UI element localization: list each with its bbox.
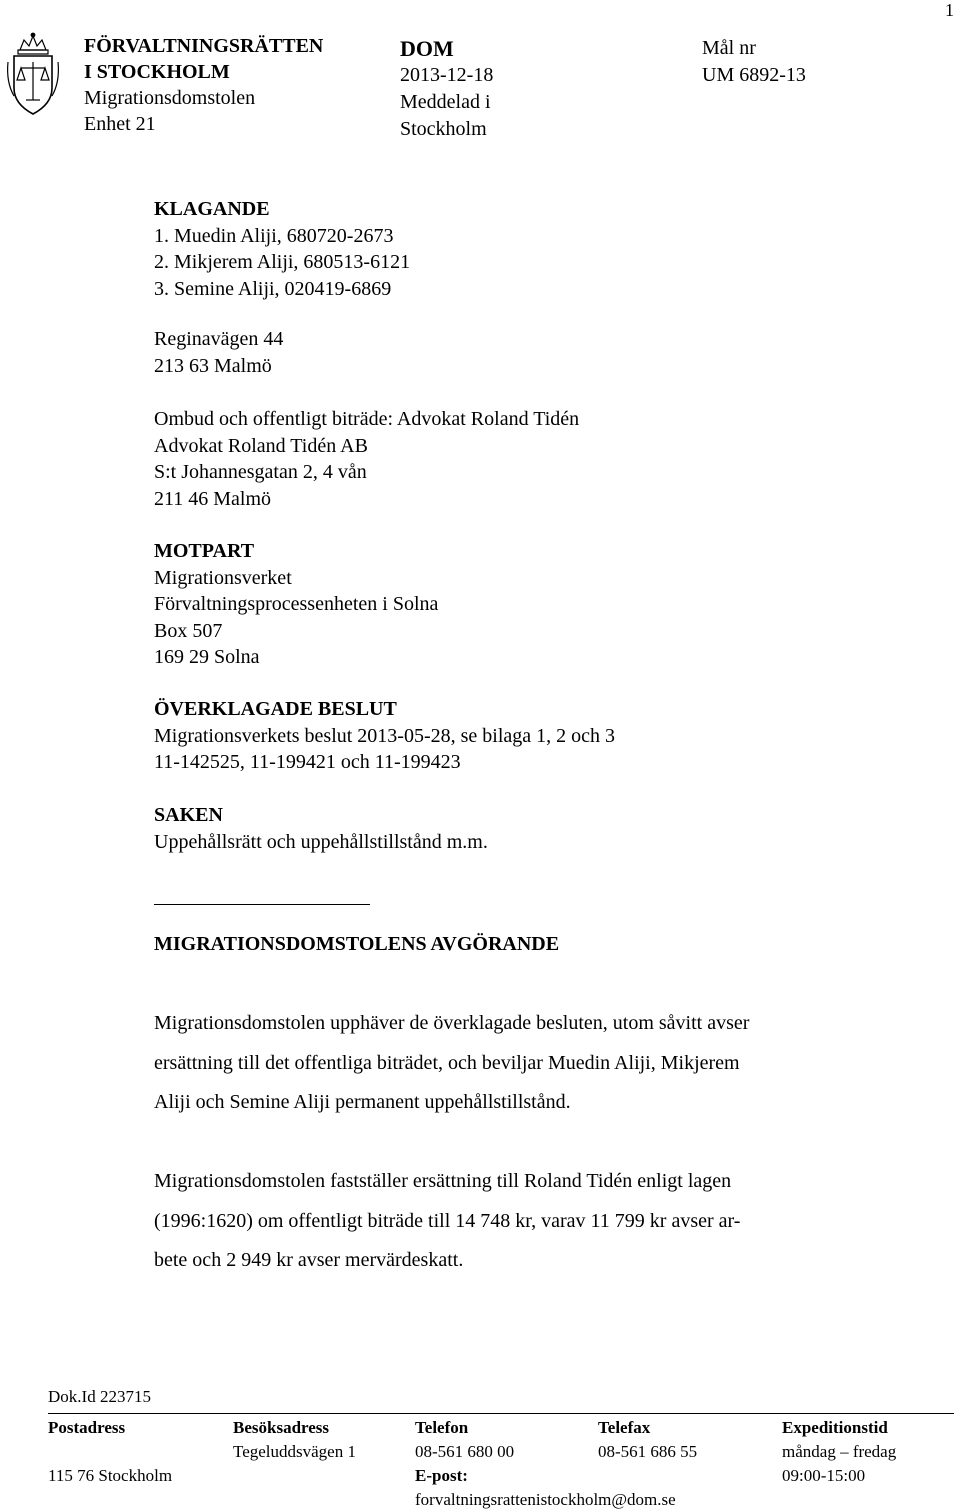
case-number: UM 6892-13 [702,64,806,86]
footer-visiting-address [233,1416,356,1464]
address-street: Reginavägen 44 [154,328,284,350]
respondent-line-4: 169 29 Solna [154,646,260,668]
fax-value: 08-561 686 55 [598,1442,698,1461]
office-hours-days: måndag – fredag [782,1442,897,1461]
respondent-section [154,538,438,671]
phone-value: 08-561 680 00 [415,1442,515,1461]
appellant-2: 2. Mikjerem Aliji, 680513-6121 [154,251,411,273]
respondent-line-2: Förvaltningsprocessenheten i Solna [154,593,439,615]
office-hours-time: 09:00-15:00 [782,1466,866,1485]
royal-crest-icon [4,32,62,120]
ruling-paragraph-2 [154,1162,854,1281]
ruling-p1-line-1: Migrationsdomstolen upphäver de överklagade besluten, utom såvitt avser [154,1012,750,1034]
appellants-section [154,196,410,302]
footer-office-hours [782,1416,896,1488]
email-link[interactable]: forvaltningsrattenistockholm@dom.se [415,1490,676,1509]
case-number-label: Mål nr [702,37,756,59]
counsel-section [154,406,579,512]
counsel-line-3: S:t Johannesgatan 2, 4 vån [154,461,367,483]
appealed-decision-section [154,696,615,776]
appealed-decision-line-1: Migrationsverkets beslut 2013-05-28, se bilaga 1, 2 och 3 [154,724,616,747]
appellants-heading: KLAGANDE [154,198,270,220]
case-number-block [702,35,806,89]
visiting-address-value: Tegeluddsvägen 1 [233,1442,356,1461]
postal-address-value: 115 76 Stockholm [48,1466,173,1485]
respondent-line-1: Migrationsverket [154,566,292,589]
appealed-decision-line-2: 11-142525, 11-199421 och 11-199423 [154,751,461,773]
judgment-date: 2013-12-18 [400,64,494,86]
court-name-line-2: I STOCKHOLM [84,61,230,83]
address-city: 213 63 Malmö [154,354,272,377]
ruling-p1-line-2: ersättning till det offentliga biträdet, och beviljar Muedin Aliji, Mikjerem [154,1051,740,1074]
ruling-p1-line-3: Aliji och Semine Aliji permanent uppehållstillstånd. [154,1091,571,1113]
page-number: 1 [945,0,954,20]
document-id: Dok.Id 223715 [48,1387,151,1406]
counsel-line-1: Ombud och offentligt biträde: Advokat Roland Tidén [154,408,580,430]
respondent-line-3: Box 507 [154,619,223,642]
footer-divider [48,1413,954,1414]
counsel-line-4: 211 46 Malmö [154,487,272,510]
court-name-line-1: FÖRVALTNINGSRÄTTEN [84,35,324,57]
section-divider [154,904,370,905]
document-type: DOM [400,36,454,61]
visiting-address-label: Besöksadress [233,1418,330,1437]
ruling-p2-line-1: Migrationsdomstolen fastställer ersättning till Roland Tidén enligt lagen [154,1170,732,1192]
email-label: E-post: [415,1466,468,1485]
respondent-heading: MOTPART [154,540,255,562]
matter-heading: SAKEN [154,804,223,826]
court-name-block [84,33,323,137]
matter-section [154,802,488,855]
footer-postal-address [48,1416,172,1488]
ruling-p2-line-2: (1996:1620) om offentligt biträde till 14 748 kr, varav 11 799 kr avser ar- [154,1209,741,1232]
fax-label: Telefax [598,1418,651,1437]
judgment-info-block [400,35,493,143]
announced-line-1: Meddelad i [400,91,491,113]
matter-line-1: Uppehållsrätt och uppehållstillstånd m.m. [154,830,488,853]
court-department: Migrationsdomstolen [84,87,256,109]
court-unit: Enhet 21 [84,113,156,135]
footer-fax [598,1416,697,1464]
postal-address-label: Postadress [48,1418,126,1437]
appealed-decision-heading: ÖVERKLAGADE BESLUT [154,698,397,720]
office-hours-label: Expeditionstid [782,1418,888,1437]
counsel-line-2: Advokat Roland Tidén AB [154,434,368,457]
ruling-paragraph-1 [154,1004,854,1123]
appellant-1: 1. Muedin Aliji, 680720-2673 [154,224,394,247]
announced-line-2: Stockholm [400,118,487,140]
phone-label: Telefon [415,1418,469,1437]
appellants-address [154,326,283,379]
appellant-3: 3. Semine Aliji, 020419-6869 [154,277,392,300]
ruling-heading: MIGRATIONSDOMSTOLENS AVGÖRANDE [154,933,560,955]
ruling-p2-line-3: bete och 2 949 kr avser mervärdeskatt. [154,1249,464,1271]
